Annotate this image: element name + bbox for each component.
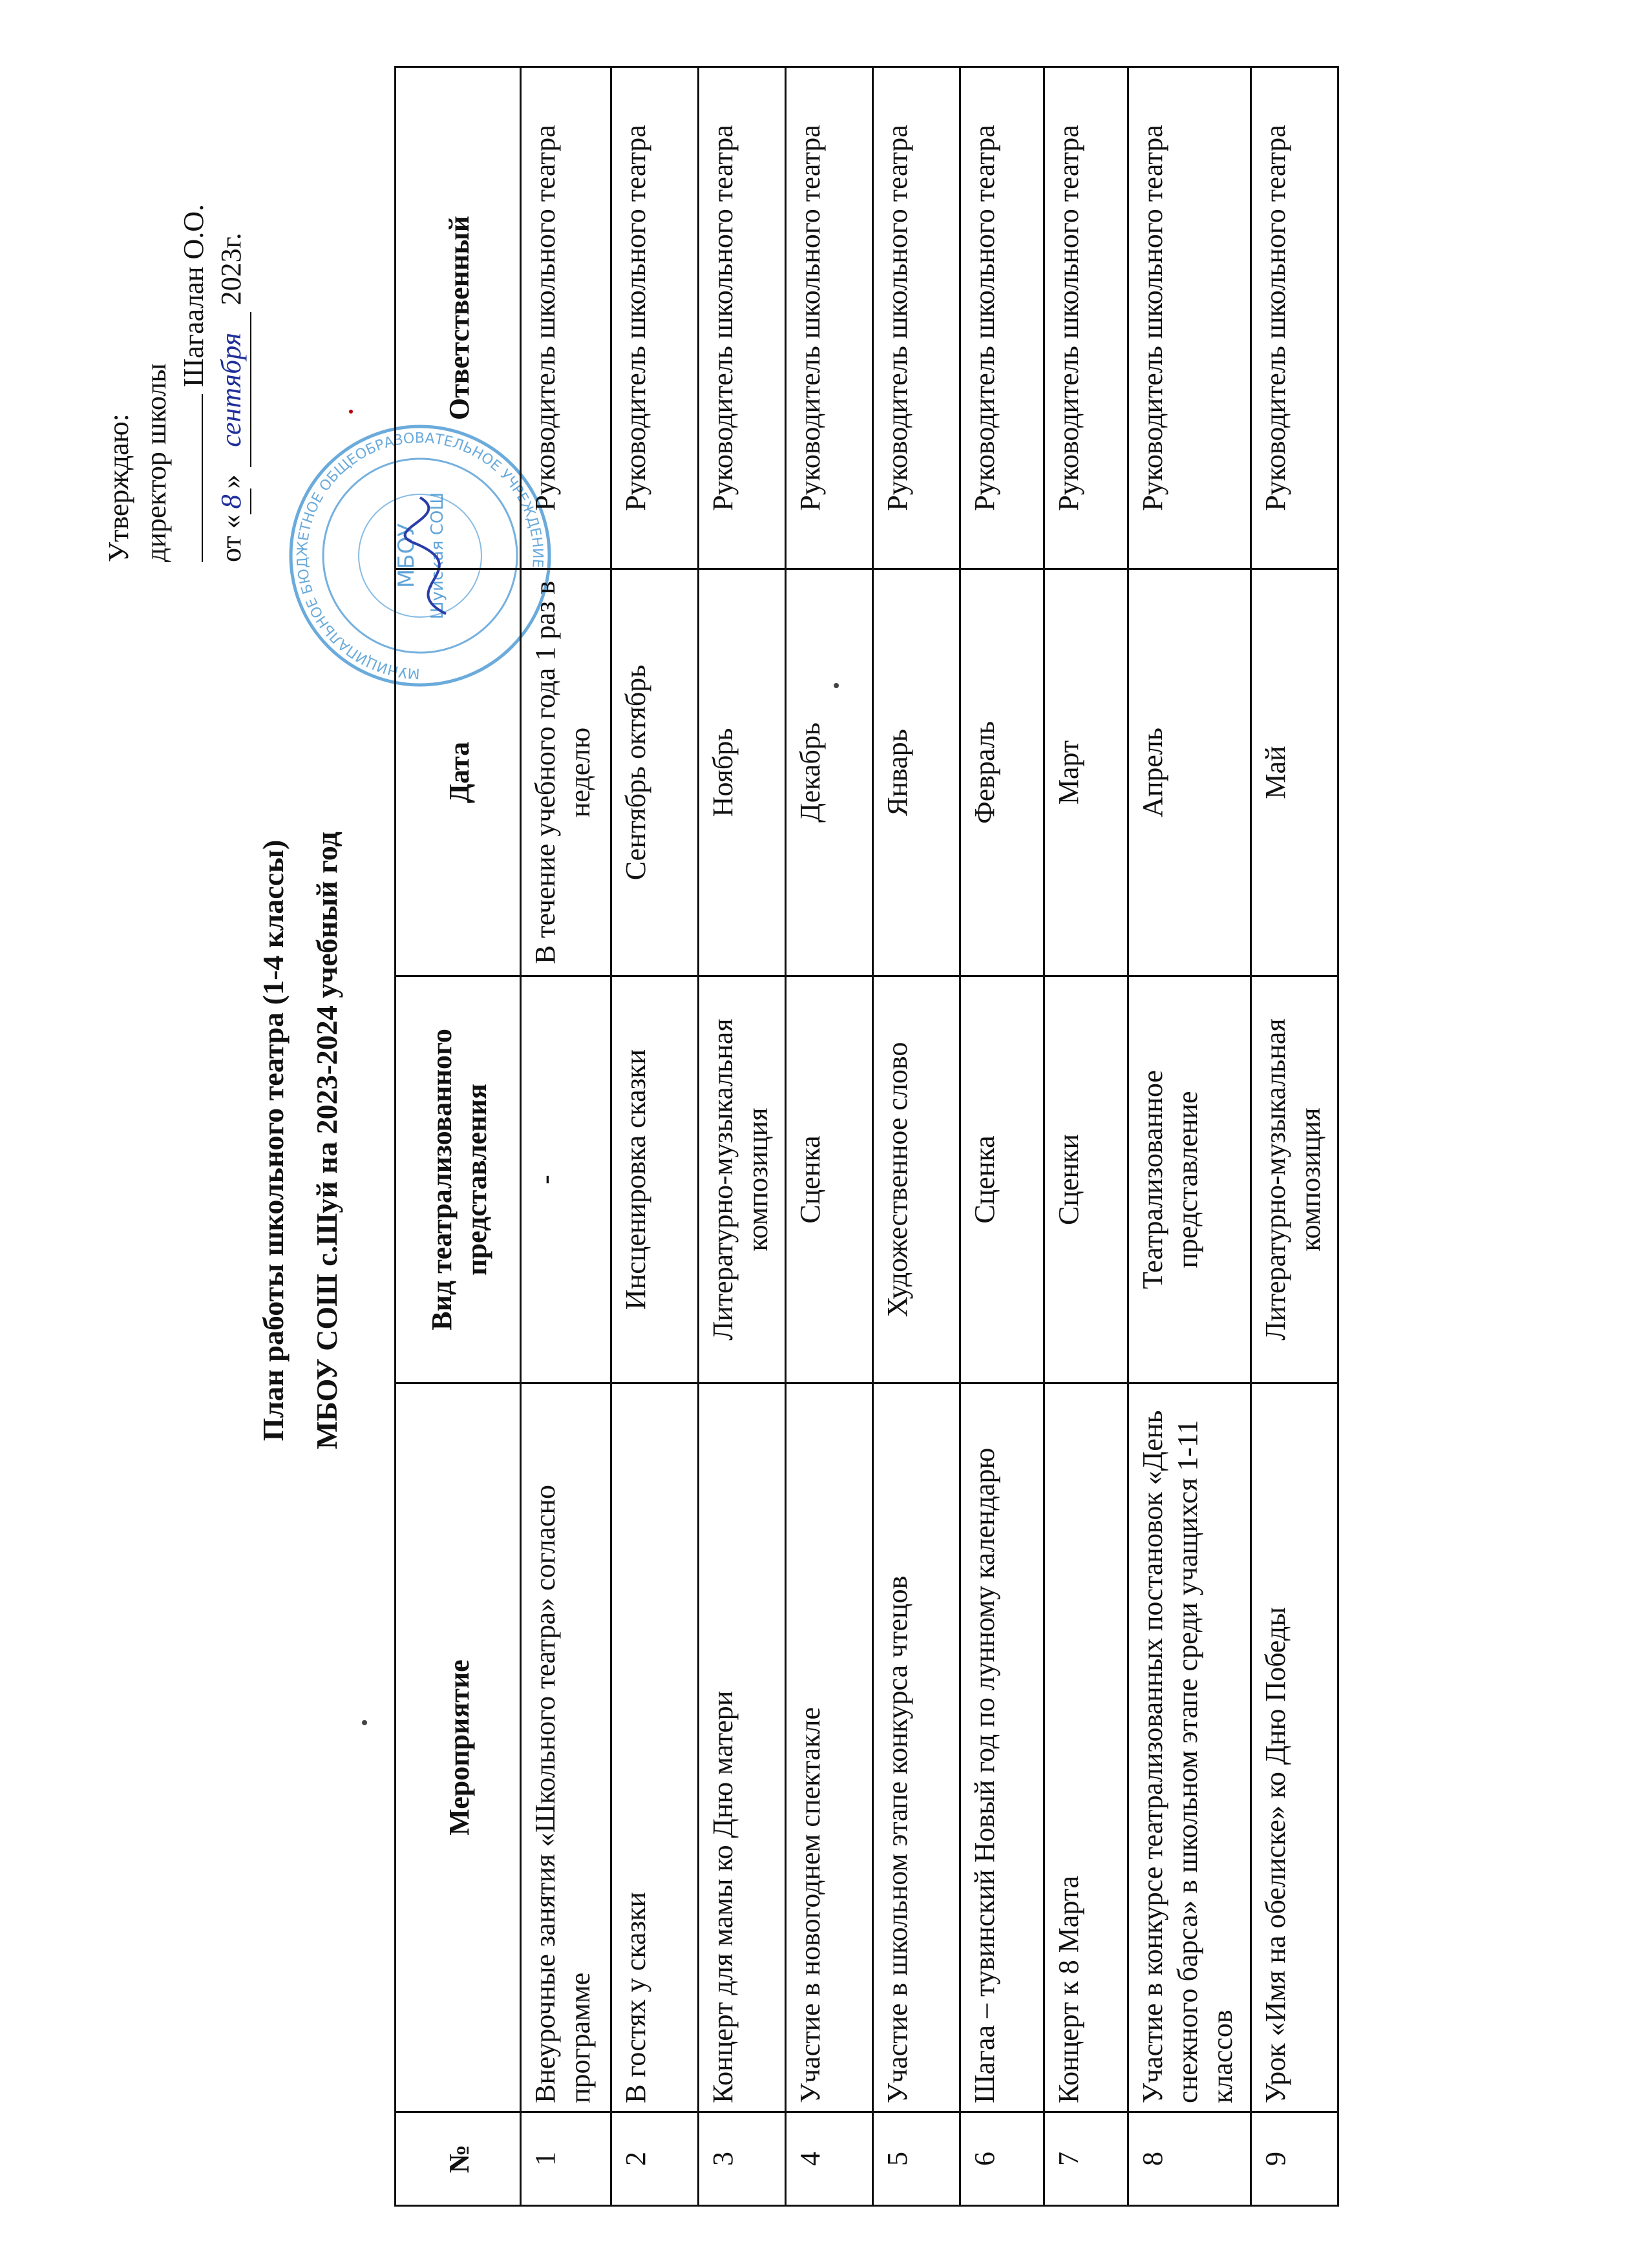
cell-event: В гостях у сказки	[611, 1383, 699, 2112]
cell-type: Сценки	[1044, 976, 1128, 1383]
table-row	[1251, 67, 1338, 2206]
stamp-org-name: МБОУ	[394, 523, 419, 589]
cell-event: Участие в конкурсе театрализованных постановок «День снежного барса» в школьном этапе среди учащихся 1-11 классов	[1128, 1383, 1251, 2112]
table-header-row	[396, 67, 521, 2206]
cell-responsible: Руководитель школьного театра	[699, 67, 786, 569]
cell-date: Ноябрь	[699, 569, 786, 976]
header-type: Вид театрализованного представления	[396, 976, 521, 1383]
cell-responsible: Руководитель школьного театра	[1251, 67, 1338, 569]
cell-type: Театрализованное представление	[1128, 976, 1251, 1383]
approval-line-2: директор школы	[140, 363, 172, 562]
date-mid: »	[215, 474, 247, 489]
table-row	[873, 67, 960, 2206]
stamp-school-line: Шуйская СОШ	[428, 492, 447, 620]
cell-type: -	[521, 976, 611, 1383]
cell-num: 9	[1251, 2112, 1338, 2206]
approval-line-1: Утверждаю:	[103, 414, 134, 562]
table-row	[521, 67, 611, 2206]
approval-line-3	[175, 71, 213, 562]
cell-num: 3	[699, 2112, 786, 2206]
cell-type: Сценка	[786, 976, 873, 1383]
cell-date: Март	[1044, 569, 1128, 976]
cell-date: В течение учебного года 1 раз в неделю	[521, 569, 611, 976]
cell-date: Май	[1251, 569, 1338, 976]
cell-type: Литературно-музыкальная композиция	[699, 976, 786, 1383]
cell-num: 1	[521, 2112, 611, 2206]
cell-num: 2	[611, 2112, 699, 2206]
cell-responsible: Руководитель школьного театра	[786, 67, 873, 569]
cell-responsible: Руководитель школьного театра	[873, 67, 960, 569]
page-title: План работы школьного театра (1-4 классы)	[257, 839, 290, 1442]
cell-responsible: Руководитель школьного театра	[521, 67, 611, 569]
approval-month: сентября	[213, 312, 251, 467]
cell-num: 4	[786, 2112, 873, 2206]
approval-block	[100, 71, 251, 562]
cell-event: Внеурочные занятия «Школьного театра» согласно программе	[521, 1383, 611, 2112]
director-name: Шагаалан О.О.	[178, 204, 209, 387]
cell-event: Концерт к 8 Марта	[1044, 1383, 1128, 2112]
table-row	[786, 67, 873, 2206]
cell-responsible: Руководитель школьного театра	[960, 67, 1044, 569]
cell-responsible: Руководитель школьного театра	[1128, 67, 1251, 569]
cell-responsible: Руководитель школьного театра	[1044, 67, 1128, 569]
table-row	[611, 67, 699, 2206]
cell-event: Участие в новогоднем спектакле	[786, 1383, 873, 2112]
header-event: Мероприятие	[396, 1383, 521, 2112]
cell-date: Декабрь	[786, 569, 873, 976]
cell-event: Концерт для мамы ко Дню матери	[699, 1383, 786, 2112]
approval-day: 8	[213, 488, 251, 514]
cell-type: Литературно-музыкальная композиция	[1251, 976, 1338, 1383]
cell-date: Сентябрь октябрь	[611, 569, 699, 976]
cell-num: 8	[1128, 2112, 1251, 2206]
cell-num: 7	[1044, 2112, 1128, 2206]
cell-type: Инсценировка сказки	[611, 976, 699, 1383]
cell-date: Январь	[873, 569, 960, 976]
cell-date: Февраль	[960, 569, 1044, 976]
scan-speck	[362, 1720, 367, 1725]
scan-speck	[349, 410, 353, 414]
cell-type: Художественное слово	[873, 976, 960, 1383]
approval-year: 2023г.	[215, 233, 247, 306]
cell-responsible: Руководитель школьного театра	[611, 67, 699, 569]
cell-num: 5	[873, 2112, 960, 2206]
table-row	[960, 67, 1044, 2206]
cell-date: Апрель	[1128, 569, 1251, 976]
plan-table	[394, 66, 1339, 2207]
approval-line-4	[213, 71, 251, 562]
header-num: №	[396, 2112, 521, 2206]
header-responsible: Ответственный	[396, 67, 521, 569]
cell-event: Шагаа – тувинский Новый год по лунному календарю	[960, 1383, 1044, 2112]
header-date: Дата	[396, 569, 521, 976]
cell-event: Участие в школьном этапе конкурса чтецов	[873, 1383, 960, 2112]
signature-line	[176, 394, 203, 562]
cell-num: 6	[960, 2112, 1044, 2206]
stamp-ring-text: МУНИЦИПАЛЬНОЕ БЮДЖЕТНОЕ ОБЩЕОБРАЗОВАТЕЛЬНОЕ УЧРЕЖДЕНИЕ	[294, 430, 546, 682]
table-row	[1128, 67, 1251, 2206]
cell-type: Сценка	[960, 976, 1044, 1383]
date-prefix: от «	[215, 514, 247, 562]
page-subtitle: МБОУ СОШ с.Шуй на 2023-2024 учебный год	[310, 832, 343, 1449]
cell-event: Урок «Имя на обелиске» ко Дню Победы	[1251, 1383, 1338, 2112]
table-row	[699, 67, 786, 2206]
table-row	[1044, 67, 1128, 2206]
